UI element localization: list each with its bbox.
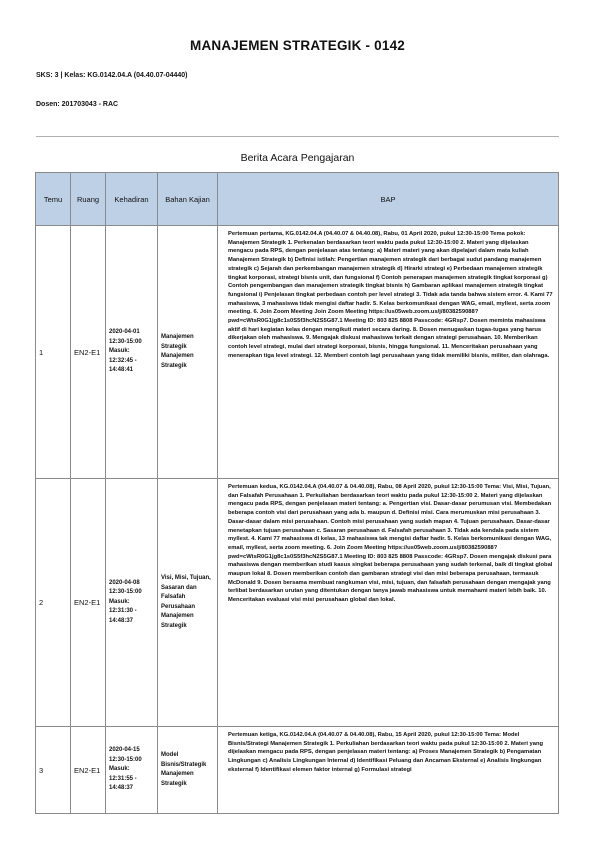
- document-title: MANAJEMEN STRATEGIK - 0142: [190, 38, 405, 53]
- column-header-kehadiran: Kehadiran: [106, 173, 158, 226]
- table-header-row: [36, 173, 559, 226]
- cell-ruang: EN2-E1: [71, 479, 106, 727]
- course-info: SKS: 3 | Kelas: KG.0142.04.A (04.40.07-04440): [36, 72, 188, 79]
- column-header-ruang: Ruang: [71, 173, 106, 226]
- cell-temu: 3: [36, 727, 71, 814]
- column-header-bahan-kajian: Bahan Kajian: [158, 173, 218, 226]
- divider: [36, 136, 559, 137]
- cell-bahan-kajian: Model Bisnis/Strategik Manajemen Strategik: [158, 727, 218, 814]
- cell-ruang: EN2-E1: [71, 226, 106, 479]
- section-title: Berita Acara Pengajaran: [240, 152, 355, 164]
- table-row: [36, 226, 559, 479]
- cell-kehadiran: 2020-04-15 12:30-15:00 Masuk: 12:31:55 - 14:48:37: [106, 727, 158, 814]
- cell-bahan-kajian: Visi, Misi, Tujuan, Sasaran dan Falsafah Perusahaan Manajemen Strategik: [158, 479, 218, 727]
- cell-bap: Pertemuan pertama, KG.0142.04.A (04.40.07 & 04.40.08), Rabu, 01 April 2020, pukul 12:30-15:00 Tema pokok: Manajemen Strategik 1. Perkenalan berdasarkan teori waktu pada pukul 12:30-15:00 2. Materi yang dijelaskan mengacu pada RPS, dengan penjelasan atas tentang: a) Materi materi yang akan dipelajari dalam mata kuliah Manajemen Strategik b) Definisi istilah: Pengertian manajemen strategik dari berbagai sudut pandang manajemen strategik c) Sejarah dan perkembangan manajemen strategik d) Hirarki strategi e) Perbedaan manajemen strategik tingkat korporasi, strategi bisnis unit, dan fungsional f) Contoh penerapan manajemen strategik tingkat korporasi g) Contoh pengembangan dan manajemen strategik tingkat bisnis h) Gambaran aplikasi manajemen strategik tingkat fungsional i) Penjelasan tingkat perbedaan contoh per level strategi 3. Tidak ada tanda bahwa sistem error. 4. Kami 77 mahasiswa, 3 mahasiswa tidak mengisi daftar hadir. 5. Kelas berkomunikasi dengan WAG, email, myllest, serta zoom meeting. 6. Join Zoom Meeting Join Zoom Meeting https://us05web.zoom.us/j/8038259088? pwd=cWtsR0G1jg8c1s0S5f3hcN2S5G87.1 Meeting ID: 803 825 8808 Passcode: 4GRsp7. Dosen meminta mahasiswa aktif di hari kegiatan kelas dengan mengikuti materi secara daring. 8. Dosen menugaskan tugas-tugas yang harus dikerjakan oleh mahasiswa. 9. Mengajak diskusi mahasiswa terkait dengan strategi perusahaan. 10. Memberikan contoh level strategi, mulai dari strategi korporasi, bisnis, hingga fungsional. 11. Menceritakan perusahaan yang menerapkan tiga level strategi. 12. Memberi contoh lagi perusahaan yang tidak memiliki bisnis, militer, dan olahraga.: [218, 226, 559, 479]
- cell-bap-container: [218, 727, 559, 814]
- cell-kehadiran: 2020-04-01 12:30-15:00 Masuk: 12:32:45 - 14:48:41: [106, 226, 158, 479]
- cell-bap: Pertemuan ketiga, KG.0142.04.A (04.40.07 & 04.40.08), Rabu, 15 April 2020, pukul 12:30-15:00 Tema: Model Bisnis/Strategi Manajemen Strategik 1. Perkuliahan berdasarkan teori waktu pada pukul 12:30-15:00 2. Materi yang dijelaskan mengacu pada RPS, dengan penjelasan materi tentang: a) Proses Manajemen Strategik b) Pengamatan Lingkungan c) Analisis Lingkungan Internal d) Identifikasi Peluang dan Ancaman Eksternal e) Analisis lingkungan eksternal f) Identifikasi elemen faktor internal g) Formulasi strategi: [228, 732, 544, 773]
- cell-bap: Pertemuan kedua, KG.0142.04.A (04.40.07 & 04.40.08), Rabu, 08 April 2020, pukul 12:30-15:00 Tema: Visi, Misi, Tujuan, dan Falsafah Perusahaan 1. Perkuliahan berdasarkan teori waktu pada pukul 12:30-15:00 2. Materi yang dijelaskan mengacu pada RPS, dengan penjelasan materi tentang: a. Pengertian visi. Dasar-dasar perumusan visi. Membedakan beberapa contoh visi dari perusahaan yang ada b. maupun d. Definisi misi. Cara merumuskan misi perusahaan 3. Dasar-dasar dalam misi perusahaan. Contoh misi perusahaan yang sudah mapan 4. Tujuan perusahaan. Dasar-dasar menetapkan tujuan perusahaan c. Sasaran perusahaan d. Falsafah perusahaan 3. Tidak ada kendala pada sistem myllest. 4. Kami 77 mahasiswa di kelas, 13 mahasiswa tak mengisi daftar hadir. 5. Kelas berkomunikasi dengan WAG, email, myllest, serta zoom meeting. 6. Join Zoom Meeting https://us05web.zoom.us/j/8038259088? pwd=cWtsR0G1jg8c1s0S5f3hcN2S5G87.1 Meeting ID: 803 825 8808 Passcode: 4GRsp7. Dosen mengajak diskusi para mahasiswa dengan memberikan studi kasus singkat beberapa perusahaan yang sudah terkenal, baik di tingkat global maupun lokal 8. Dosen memberikan contoh dan gambaran strategi visi dan misi beberapa perusahaan, termasuk McDonald 9. Dosen bersama membuat rangkuman visi, misi, tujuan, dan falsafah perusahaan dengan mengajak yang terlibat berdasarkan urutan yang ditentukan dengan tanya jawab mahasiswa untuk memahami materi lebih baik. 10. Menceritakan evaluasi visi misi perusahaan global dan lokal.: [218, 479, 559, 727]
- cell-kehadiran: 2020-04-08 12:30-15:00 Masuk: 12:31:30 - 14:48:37: [106, 479, 158, 727]
- column-header-bap: BAP: [218, 173, 559, 226]
- cell-bahan-kajian: Manajemen Strategik Manajemen Strategik: [158, 226, 218, 479]
- cell-ruang: EN2-E1: [71, 727, 106, 814]
- table-row: [36, 479, 559, 727]
- cell-temu: 2: [36, 479, 71, 727]
- table-row: [36, 727, 559, 814]
- cell-temu: 1: [36, 226, 71, 479]
- column-header-temu: Temu: [36, 173, 71, 226]
- bap-table: [35, 172, 559, 814]
- lecturer-info: Dosen: 201703043 - RAC: [36, 101, 119, 108]
